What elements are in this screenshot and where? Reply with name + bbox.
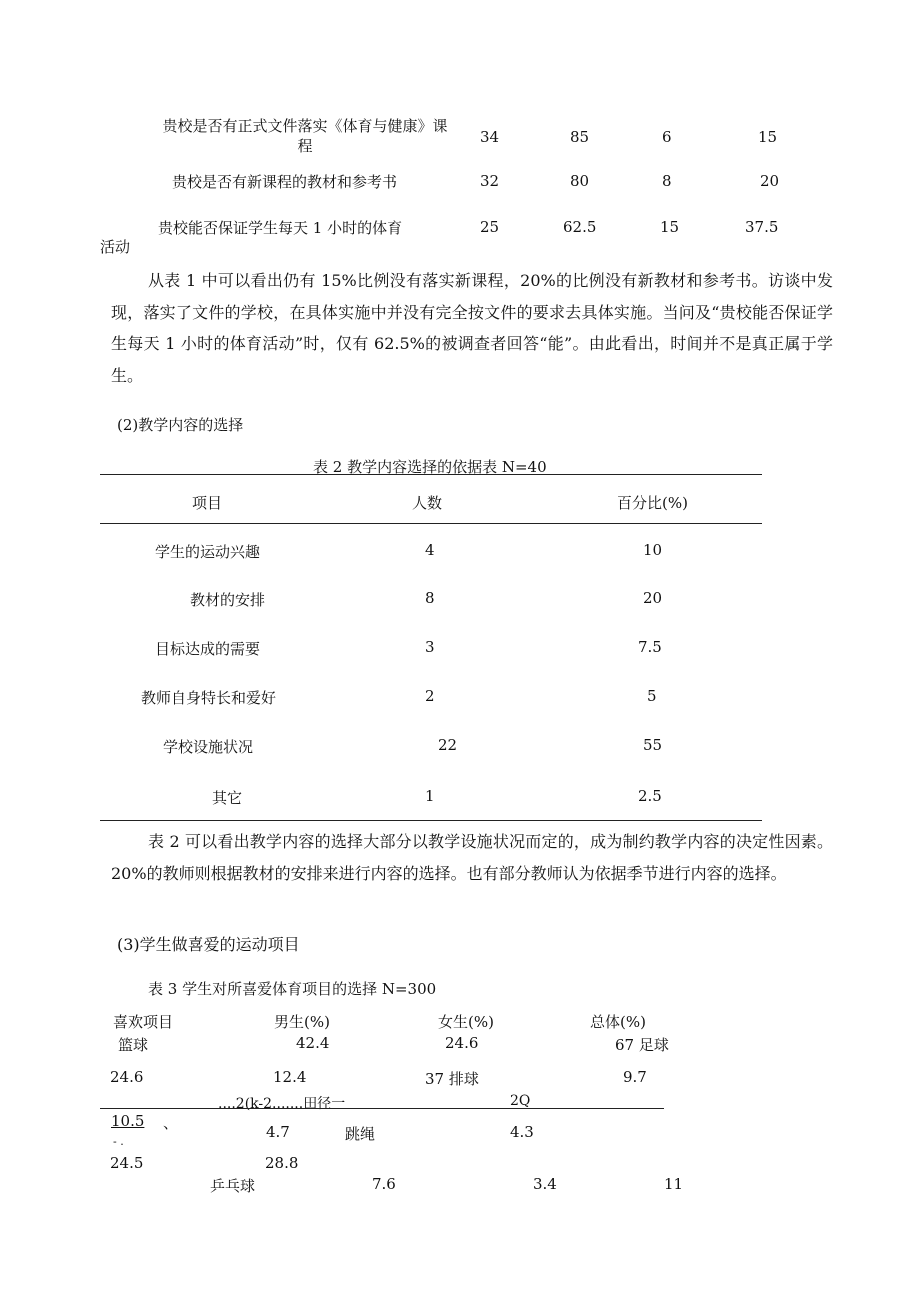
table2-row-pct: 2.5	[638, 787, 662, 805]
table3-cell: 67 足球	[615, 1036, 669, 1054]
table2-row-pct: 10	[643, 541, 663, 559]
table3-header-item: 喜欢项目	[113, 1013, 174, 1031]
table1-row1-item	[150, 116, 460, 156]
table3-cell: 42.4	[296, 1034, 330, 1052]
table1-row1-item-line1: 贵校是否有正式文件落实《体育与健康》课	[162, 117, 448, 135]
table2-top-rule	[100, 474, 762, 475]
table3-cell: 4.7	[266, 1123, 290, 1141]
table3-cell: 37 排球	[425, 1070, 479, 1088]
table2-row-item: 教材的安排	[190, 591, 266, 609]
table3-cell: 4.3	[510, 1123, 534, 1141]
table2-row-pct: 55	[643, 736, 663, 754]
table1-row3-v2: 62.5	[563, 218, 597, 236]
table2-row-count: 22	[438, 736, 458, 754]
table3-cell: 3.4	[533, 1175, 557, 1193]
table2-row-item: 学生的运动兴趣	[155, 543, 261, 561]
section2-heading: (2)教学内容的选择	[117, 416, 244, 434]
table3-cell: 篮球	[118, 1036, 149, 1054]
table3-cell: ....2(k-2.......田径一	[218, 1096, 346, 1112]
table1-row2-item: 贵校是否有新课程的教材和参考书	[172, 173, 398, 191]
table2-header-count: 人数	[412, 494, 443, 512]
table3-cell: 28.8	[265, 1154, 299, 1172]
paragraph-table1-analysis: 从表 1 中可以看出仍有 15%比例没有落实新课程，20%的比例没有新教材和参考书。访谈中发现，落实了文件的学校，在具体实施中并没有完全按文件的要求去具体实施。当问及“贵校能否保证学生每天 1 小时的体育活动”时，仅有 62.5%的被调查者回答“能”。由此看出，时间并不是真正属于学生。	[111, 271, 833, 385]
table3-rule	[100, 1108, 664, 1109]
table1-row3-item-line2: 活动	[100, 238, 131, 256]
table1-row1-v3: 6	[662, 128, 672, 146]
table1-row1-v1: 34	[480, 128, 500, 146]
table1-row2-v3: 8	[662, 172, 672, 190]
table3-artifact-mark: - .	[113, 1135, 124, 1148]
table2-caption: 表 2 教学内容选择的依据表 N=40	[313, 458, 547, 476]
table3-cell: 跳绳	[345, 1125, 376, 1143]
table2-row-pct: 20	[643, 589, 663, 607]
table3-cell: 、	[163, 1114, 179, 1132]
table2-row-count: 8	[425, 589, 435, 607]
table2-row-item: 其它	[212, 789, 243, 807]
table3-cell: 24.6	[445, 1034, 479, 1052]
table3-cell: 7.6	[372, 1175, 396, 1193]
table1-row1-v4: 15	[758, 128, 778, 146]
table1-row1-item-line2: 程	[297, 137, 313, 155]
table1-row3-v4: 37.5	[745, 218, 779, 236]
table2-row-count: 3	[425, 638, 435, 656]
table2-row-pct: 5	[647, 687, 657, 705]
table1-row1-v2: 85	[570, 128, 590, 146]
table2-row-item: 教师自身特长和爱好	[141, 689, 277, 707]
table3-cell: 2Q	[510, 1093, 531, 1109]
table3-header-female: 女生(%)	[438, 1013, 494, 1031]
table1-row2-v1: 32	[480, 172, 500, 190]
table3-cell: 10.5	[111, 1112, 145, 1130]
table3-cell: 9.7	[623, 1068, 647, 1086]
table2-row-count: 2	[425, 687, 435, 705]
table2-row-count: 1	[425, 787, 435, 805]
table3-cell: 24.5	[110, 1154, 144, 1172]
section3-heading: (3)学生做喜爱的运动项目	[117, 935, 300, 954]
table2-row-item: 目标达成的需要	[155, 640, 261, 658]
table1-row2-v4: 20	[760, 172, 780, 190]
table1-row2-v2: 80	[570, 172, 590, 190]
table2-header-pct: 百分比(%)	[617, 494, 688, 512]
table1-row3-v1: 25	[480, 218, 500, 236]
table2-row-pct: 7.5	[638, 638, 662, 656]
table3-cell: 24.6	[110, 1068, 144, 1086]
table2-header-item: 项目	[192, 494, 223, 512]
table3-cell: 11	[664, 1175, 684, 1193]
table3-cell: 12.4	[273, 1068, 307, 1086]
table3-header-total: 总体(%)	[590, 1013, 646, 1031]
table2-bottom-rule	[100, 820, 762, 821]
table1-row3-item-line1: 贵校能否保证学生每天 1 小时的体育	[158, 219, 403, 237]
table2-row-count: 4	[425, 541, 435, 559]
table3-cell: 乒乓球	[210, 1177, 256, 1195]
paragraph-table2-analysis: 表 2 可以看出教学内容的选择大部分以教学设施状况而定的，成为制约教学内容的决定性因素。20%的教师则根据教材的安排来进行内容的选择。也有部分教师认为依据季节进行内容的选择。	[111, 832, 833, 883]
table2-row-item: 学校设施状况	[163, 738, 254, 756]
table1-row3-v3: 15	[660, 218, 680, 236]
table2-header-rule	[100, 523, 762, 524]
table3-caption: 表 3 学生对所喜爱体育项目的选择 N=300	[148, 980, 437, 998]
table3-header-male: 男生(%)	[274, 1013, 330, 1031]
